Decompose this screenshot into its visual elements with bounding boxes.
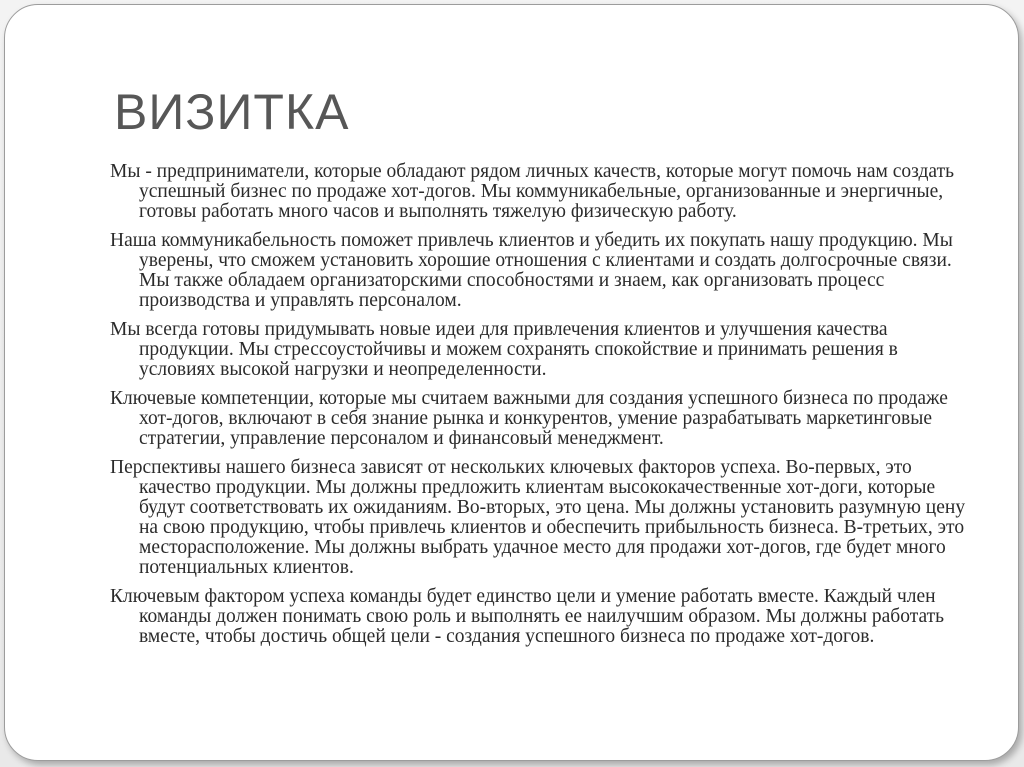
paragraph-4: Ключевые компетенции, которые мы считаем важными для создания успешного бизнеса по продаже хот-догов, включают в себя знание рынка и конкурентов, умение разрабатывать маркетинговые стратегии, управление персоналом и финансовый менеджмент.	[110, 388, 948, 449]
paragraph-5: Перспективы нашего бизнеса зависят от нескольких ключевых факторов успеха. Во-первых, это качество продукции. Мы должны предложить клиентам высококачественные хот-доги, которые будут соответствовать их ожиданиям. Во-вторых, это цена. Мы должны установить разумную цену на свою продукцию, чтобы привлечь клиентов и обеспечить прибыльность бизнеса. В-третьих, это месторасположение. Мы должны выбрать удачное место для продажи хот-догов, где будет много потенциальных клиентов.	[110, 457, 966, 578]
paragraph-6: Ключевым фактором успеха команды будет единство цели и умение работать вместе. Каждый член команды должен понимать свою роль и выполнять ее наилучшим образом. Мы должны работать вместе, чтобы достичь общей цели - создания успешного бизнеса по продаже хот-догов.	[110, 586, 945, 647]
paragraph-3: Мы всегда готовы придумывать новые идеи для привлечения клиентов и улучшения качества продукции. Мы стрессоустойчивы и можем сохранять спокойствие и принимать решения в условиях высокой нагрузки и неопределенности.	[110, 319, 898, 380]
paragraph-1: Мы - предприниматели, которые обладают рядом личных качеств, которые могут помочь нам создать успешный бизнес по продаже хот-догов. Мы коммуникабельные, организованные и энергичные, готовы работать много часов и выполнять тяжелую физическую работу.	[110, 161, 954, 222]
slide	[4, 4, 1019, 761]
slide-title: ВИЗИТКА	[114, 84, 350, 140]
paragraph-2: Наша коммуникабельность поможет привлечь клиентов и убедить их покупать нашу продукцию. Мы уверены, что сможем установить хорошие отношения с клиентами и создать долгосрочные связи. Мы также обладаем организаторскими способностями и знаем, как организовать процесс производства и управлять персоналом.	[110, 230, 953, 311]
slide-body	[110, 162, 970, 656]
